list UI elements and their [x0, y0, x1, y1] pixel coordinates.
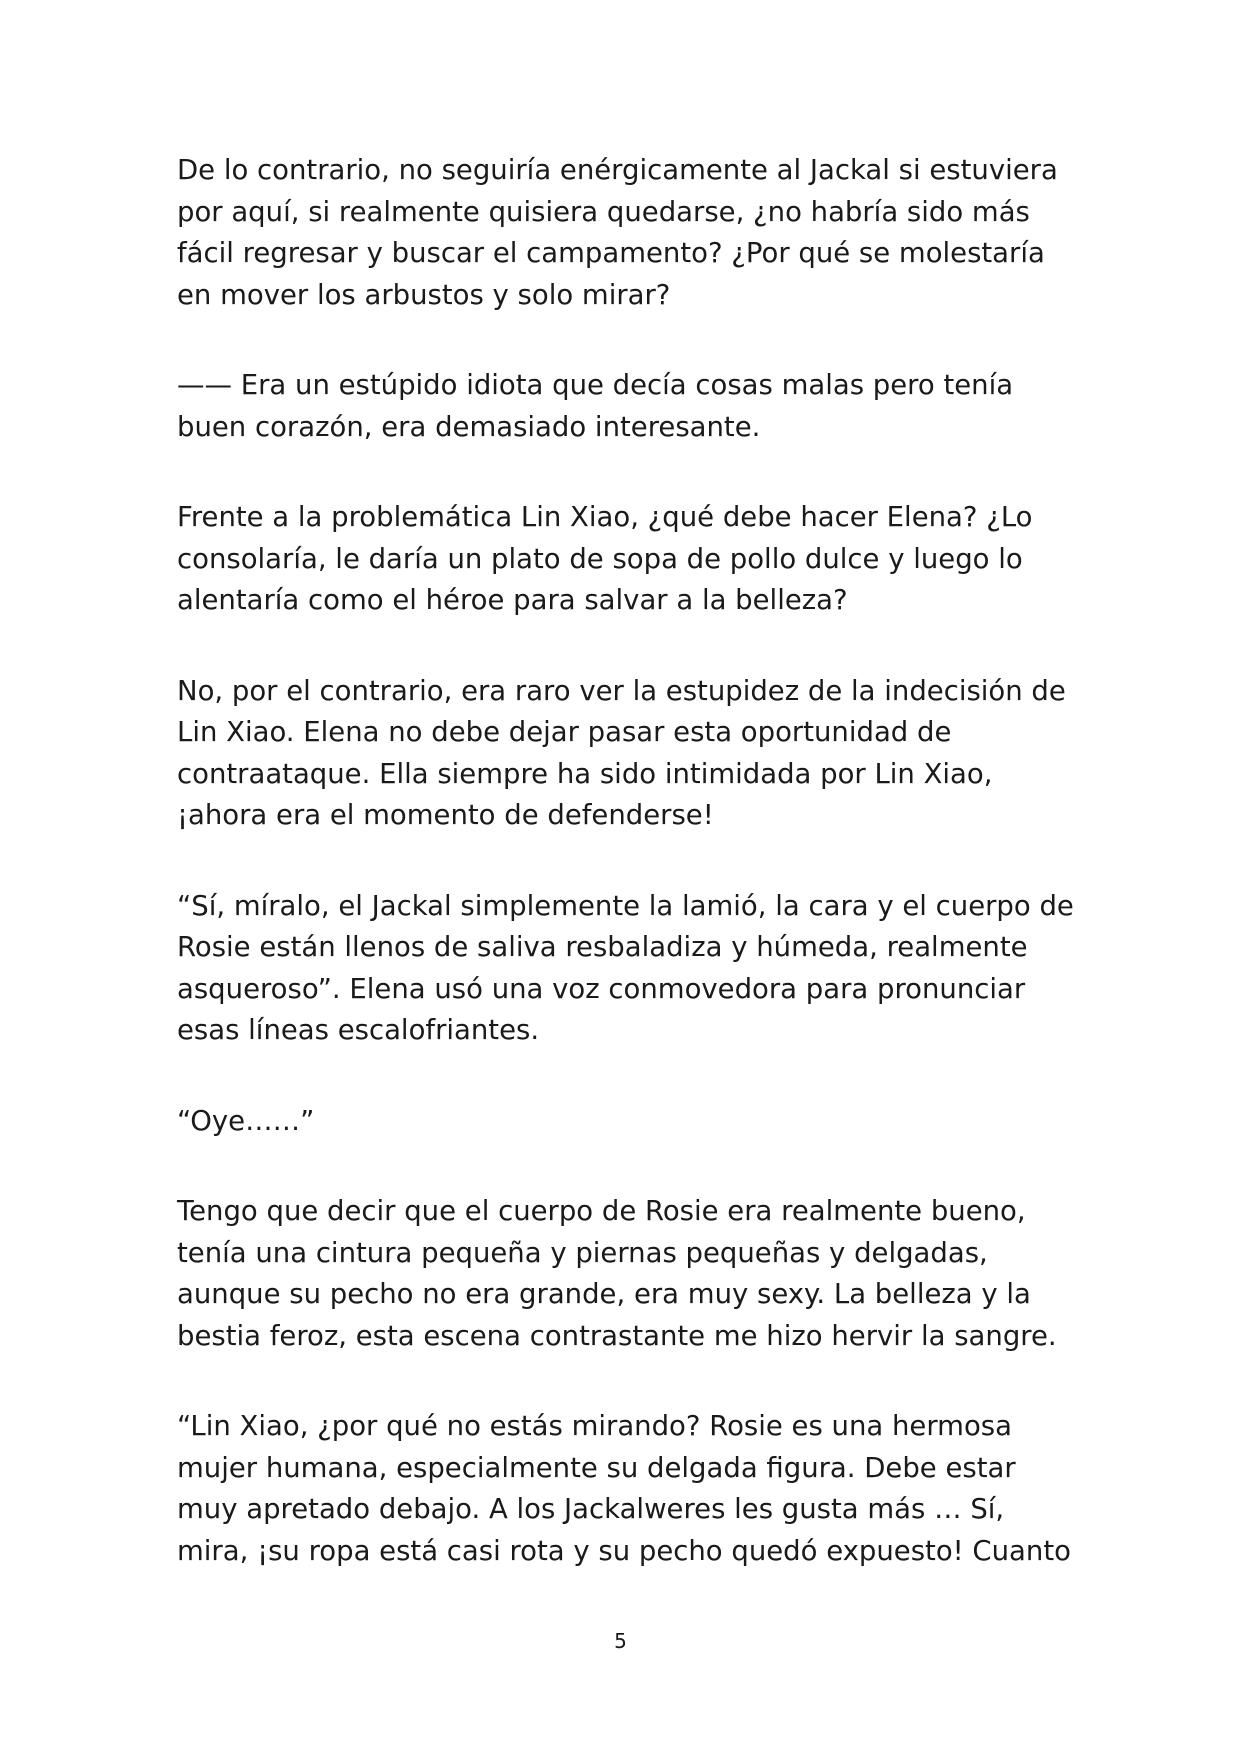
paragraph — [177, 886, 1077, 1052]
text-line: fácil regresar y buscar el campamento? ¿Por qué se molestaría — [177, 237, 1045, 269]
text-line: esas líneas escalofriantes. — [177, 1014, 540, 1046]
text-line: en mover los arbustos y solo mirar? — [177, 278, 671, 311]
text-line: “Lin Xiao, ¿por qué no estás mirando? Rosie es una hermosa — [177, 1410, 1012, 1442]
page-number: 5 — [614, 1629, 627, 1653]
paragraph — [177, 1191, 1077, 1357]
text-line: Lin Xiao. Elena no debe dejar pasar esta oportunidad de — [177, 716, 952, 748]
text-line: aunque su pecho no era grande, era muy sexy. La belleza y la — [177, 1278, 1031, 1310]
text-line: “Sí, míralo, el Jackal simplemente la lamió, la cara y el cuerpo de — [177, 889, 1074, 922]
text-line: bestia feroz, esta escena contrastante me hizo hervir la sangre. — [177, 1319, 1057, 1352]
text-line: muy apretado debajo. A los Jackalweres les gusta más … Sí, — [177, 1493, 1005, 1525]
text-line: “Oye……” — [177, 1104, 315, 1137]
text-line: mira, ¡su ropa está casi rota y su pecho quedó expuesto! Cuanto — [177, 1534, 1071, 1567]
text-line: No, por el contrario, era raro ver la estupidez de la indecisión de — [177, 674, 1066, 707]
text-line: mujer humana, especialmente su delgada figura. Debe estar — [177, 1451, 1016, 1484]
text-line: alentaría como el héroe para salvar a la belleza? — [177, 584, 848, 616]
text-line: Frente a la problemática Lin Xiao, ¿qué debe hacer Elena? ¿Lo — [177, 501, 1033, 533]
paragraph — [177, 365, 1077, 448]
text-line: Tengo que decir que el cuerpo de Rosie era realmente bueno, — [177, 1195, 1026, 1227]
text-line: contraataque. Ella siempre ha sido intimidada por Lin Xiao, — [177, 757, 993, 790]
body-text — [177, 150, 1077, 1621]
paragraph — [177, 150, 1077, 316]
paragraph — [177, 1406, 1077, 1572]
paragraph — [177, 497, 1077, 622]
text-line: consolaría, le daría un plato de sopa de pollo dulce y luego lo — [177, 542, 1023, 575]
text-line: por aquí, si realmente quisiera quedarse, ¿no habría sido más — [177, 195, 1030, 228]
text-line: —— Era un estúpido idiota que decía cosas malas pero tenía — [177, 369, 1014, 401]
text-line: ¡ahora era el momento de defenderse! — [177, 799, 714, 831]
text-line: De lo contrario, no seguiría enérgicamente al Jackal si estuviera — [177, 154, 1058, 186]
paragraph — [177, 671, 1077, 837]
text-line: Rosie están llenos de saliva resbaladiza y húmeda, realmente — [177, 931, 1028, 963]
text-line: tenía una cintura pequeña y piernas pequeñas y delgadas, — [177, 1236, 988, 1269]
text-line: asqueroso”. Elena usó una voz conmovedora para pronunciar — [177, 972, 1026, 1005]
paragraph — [177, 1101, 1077, 1143]
text-line: buen corazón, era demasiado interesante. — [177, 410, 761, 443]
